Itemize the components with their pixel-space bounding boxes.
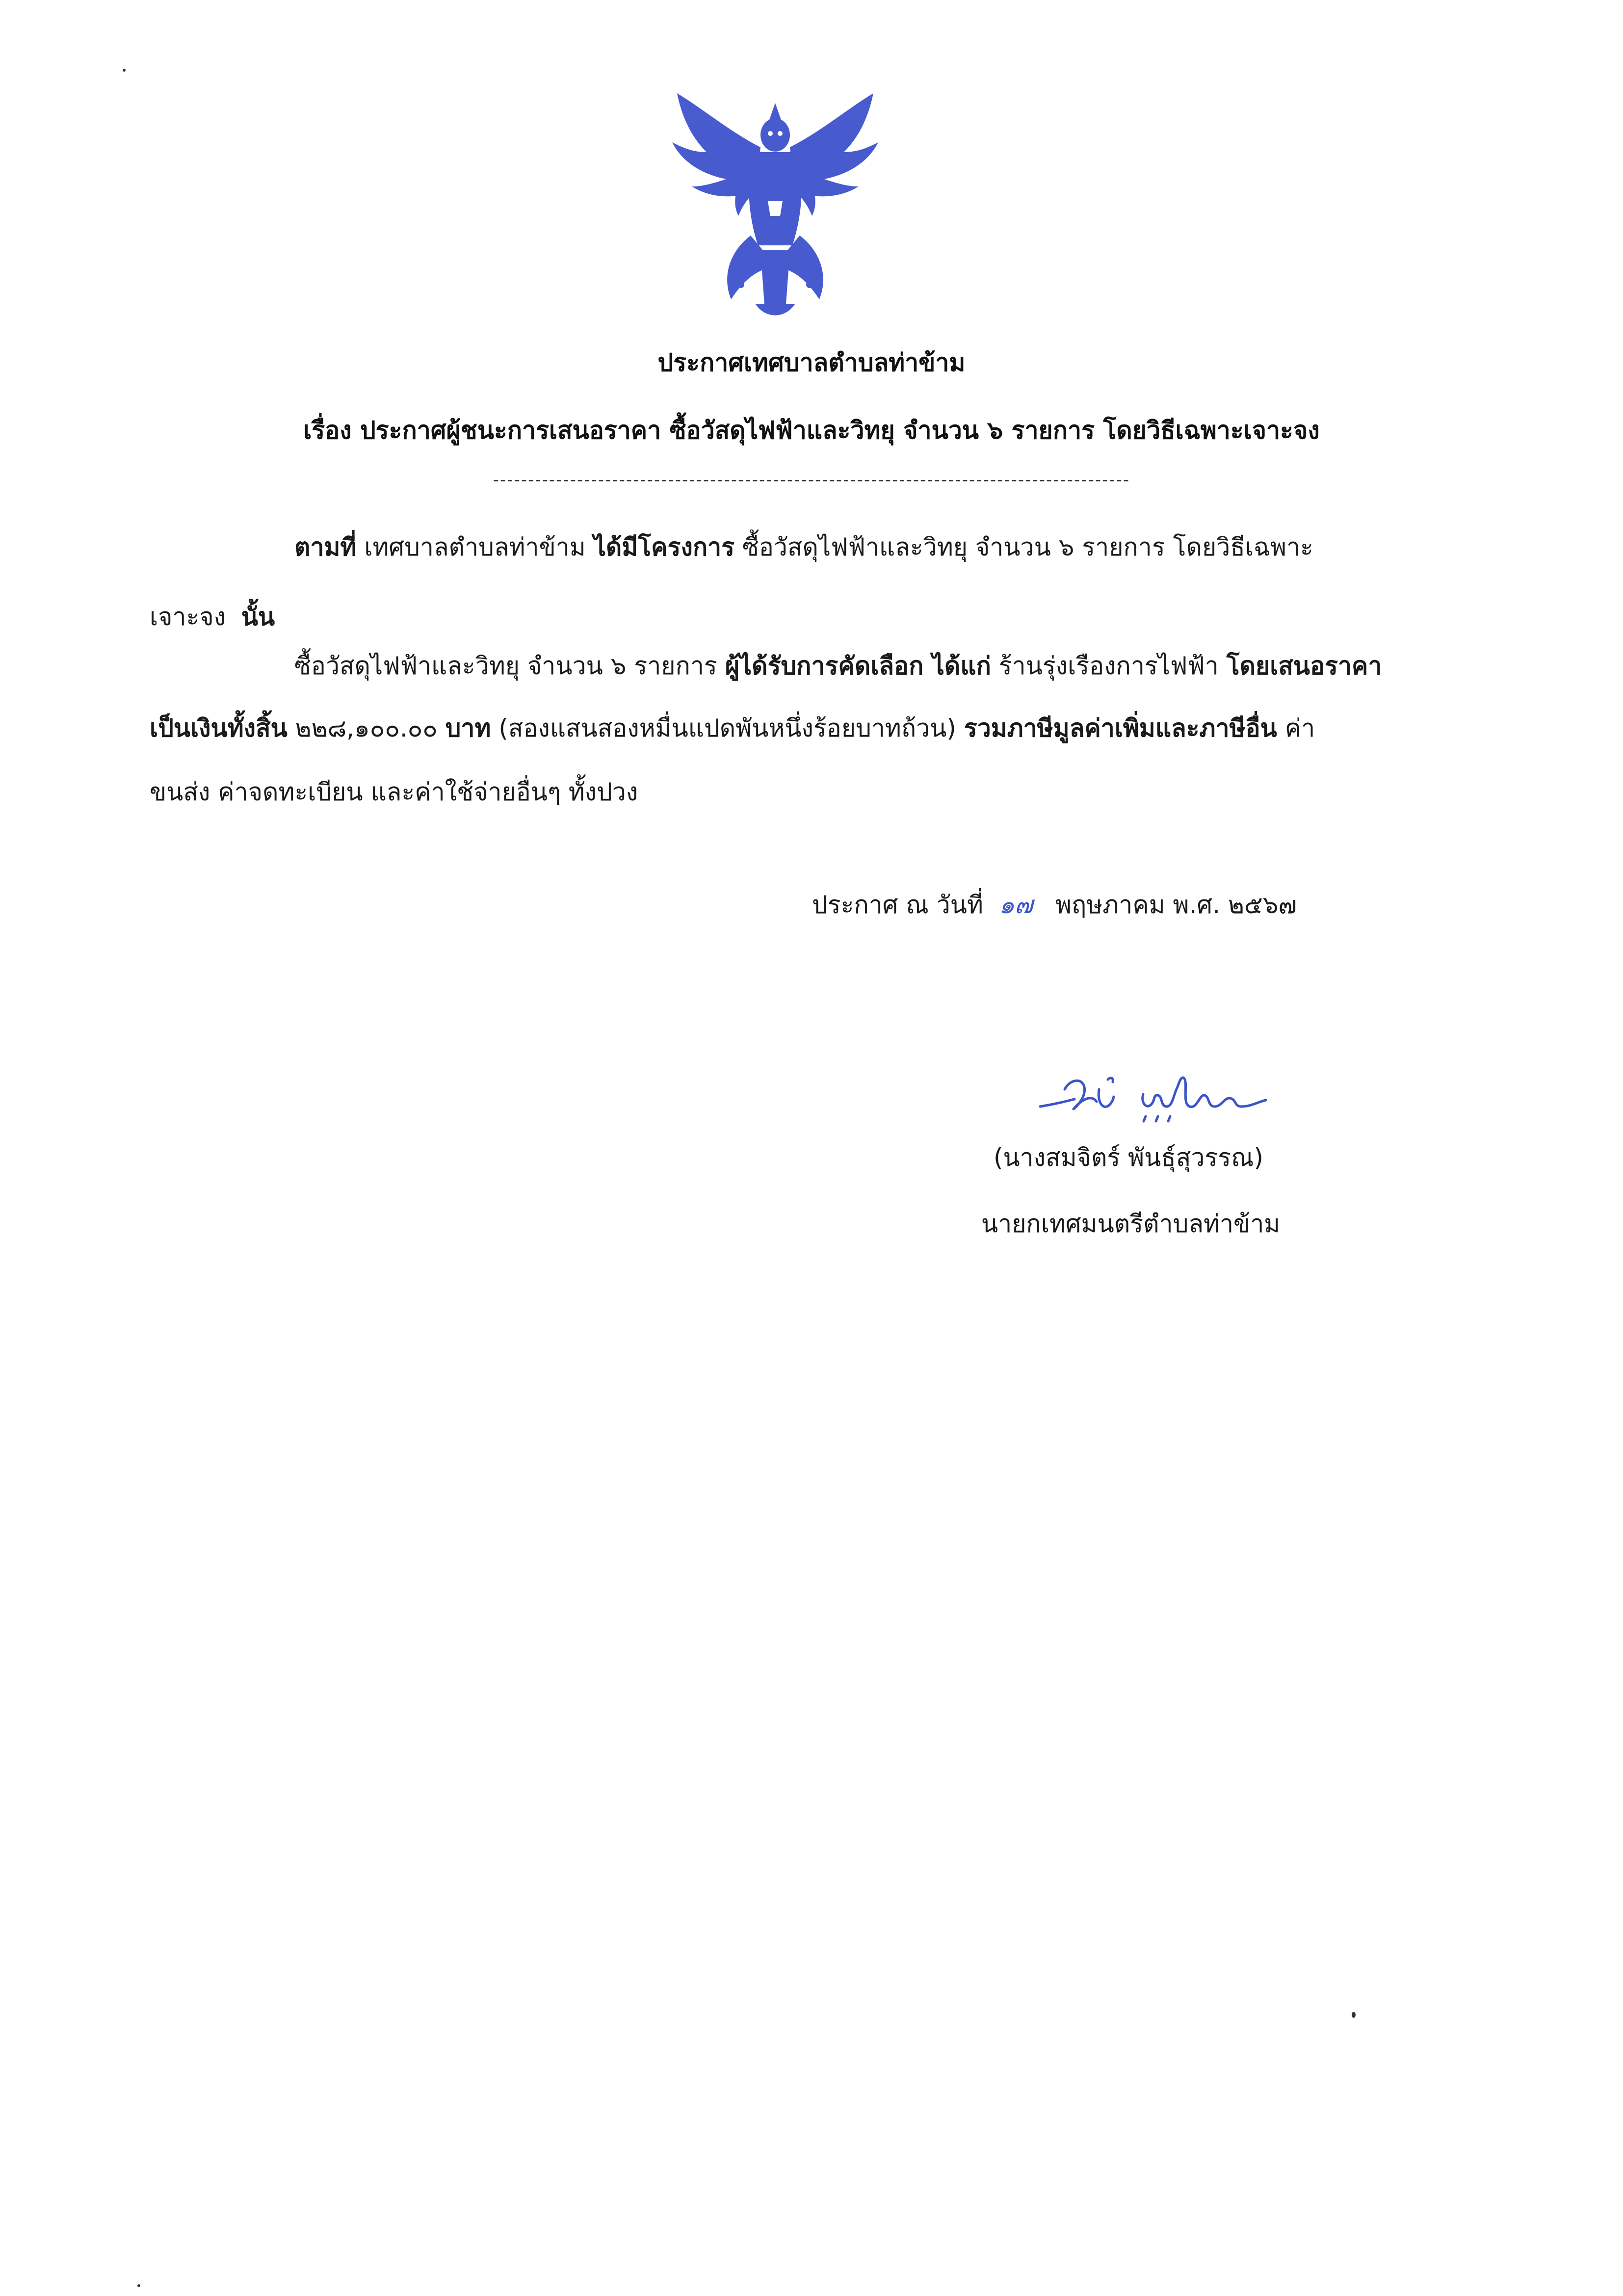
announcement-date: [812, 886, 1297, 924]
p3-total-label: เป็นเงินทั้งสิ้น: [150, 714, 288, 742]
divider-line: -------------------------------------------------------------------------------------------: [493, 470, 1130, 490]
p4-text: ขนส่ง ค่าจดทะเบียน และค่าใช้จ่ายอื่นๆ ทั้งปวง: [150, 778, 638, 806]
signer-name: (นางสมจิตร์ พันธุ์สุวรรณ): [994, 1143, 1264, 1172]
p1-cont: เจาะจง: [150, 603, 226, 631]
paragraph-1-line-1: [294, 528, 1313, 567]
paragraph-2-line-3: [150, 773, 638, 812]
announcement-title: ประกาศเทศบาลตำบลท่าข้าม: [657, 348, 966, 377]
p1-project: ซื้อวัสดุไฟฟ้าและวิทยุ จำนวน ๖ รายการ โดยวิธีเฉพาะ: [742, 533, 1313, 561]
p1-label: ตามที่: [294, 533, 357, 561]
p3-tax: รวมภาษีมูลค่าเพิ่มและภาษีอื่น: [964, 714, 1277, 742]
garuda-emblem-icon: [657, 88, 893, 324]
p2-winner-label: ผู้ได้รับการคัดเลือก ได้แก่: [725, 652, 991, 680]
p2-offer-label: โดยเสนอราคา: [1226, 652, 1382, 680]
scan-speck: [1352, 2012, 1356, 2018]
paragraph-2-line-1: [294, 647, 1382, 686]
p3-unit: บาท: [445, 714, 491, 742]
p1-org: เทศบาลตำบลท่าข้าม: [364, 533, 586, 561]
p2-item: ซื้อวัสดุไฟฟ้าและวิทยุ จำนวน ๖ รายการ: [294, 652, 717, 680]
handwritten-signature: [1035, 1060, 1271, 1129]
scan-speck: [123, 69, 126, 72]
p2-winner: ร้านรุ่งเรืองการไฟฟ้า: [998, 652, 1219, 680]
p1-end: นั้น: [241, 603, 275, 631]
scan-speck: [137, 2284, 140, 2287]
announcement-subject: เรื่อง ประกาศผู้ชนะการเสนอราคา ซื้อวัสดุไฟฟ้าและวิทยุ จำนวน ๖ รายการ โดยวิธีเฉพาะเจาะจง: [303, 416, 1320, 445]
paragraph-2-line-2: [150, 709, 1315, 748]
date-day: ๑๗: [998, 891, 1033, 919]
p1-project-label: ได้มีโครงการ: [593, 533, 735, 561]
p3-tail: ค่า: [1284, 714, 1315, 742]
p3-amount: ๒๒๘,๑๐๐.๐๐: [295, 714, 438, 742]
date-month-year: พฤษภาคม พ.ศ. ๒๕๖๗: [1055, 891, 1297, 919]
date-prefix: ประกาศ ณ วันที่: [812, 891, 983, 919]
signer-position: นายกเทศมนตรีตำบลท่าข้าม: [981, 1210, 1281, 1238]
paragraph-1-line-2: [150, 598, 275, 636]
p3-amount-text: (สองแสนสองหมื่นแปดพันหนึ่งร้อยบาทถ้วน): [498, 714, 956, 742]
